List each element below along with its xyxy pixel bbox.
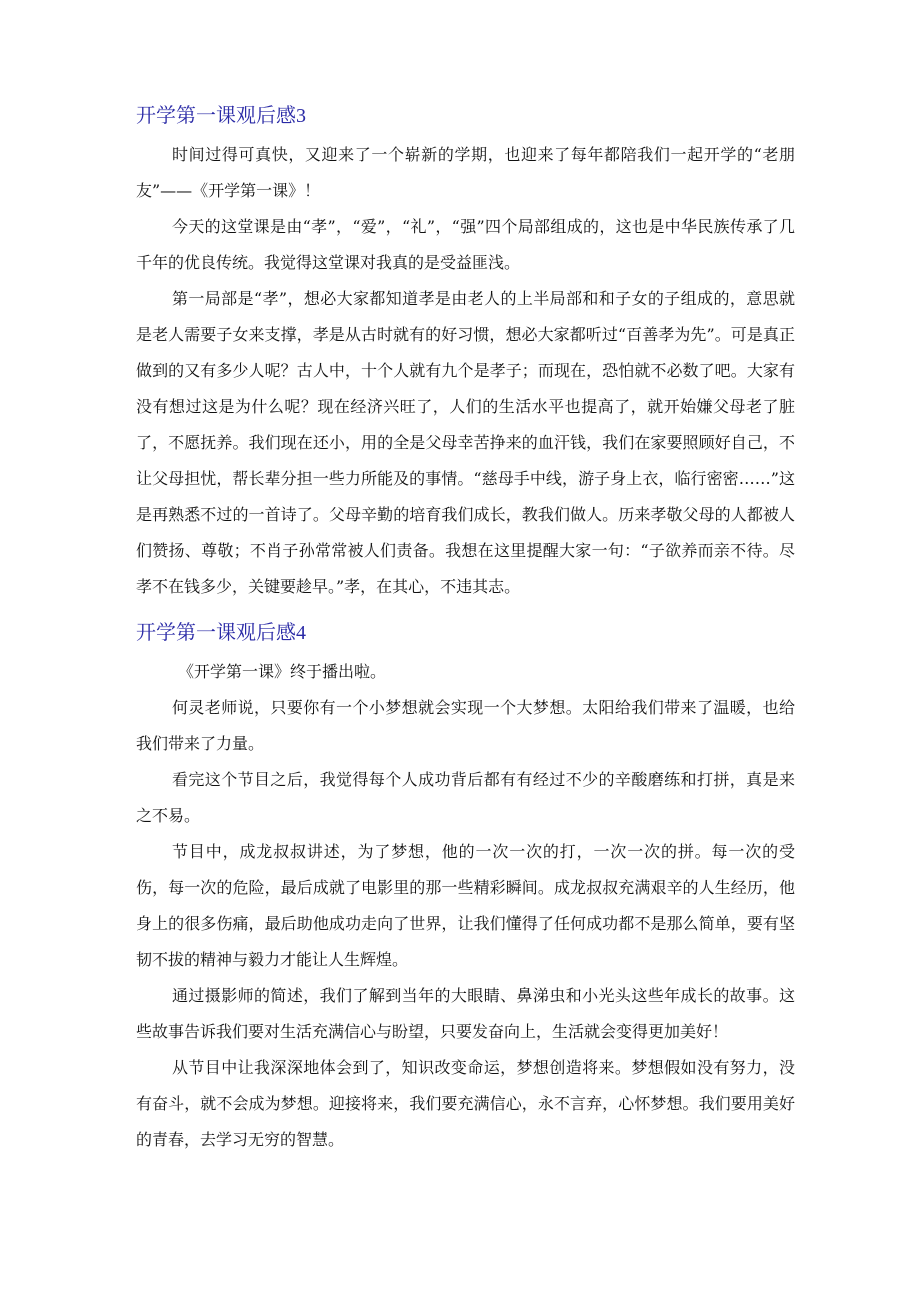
paragraph: 从节目中让我深深地体会到了，知识改变命运，梦想创造将来。梦想假如没有努力，没有奋斗，就不会成为梦想。迎接将来，我们要充满信心，永不言弃，心怀梦想。我们要用美好的青春，去学习无穷的智慧。 [136,1058,795,1149]
paragraph: 看完这个节目之后，我觉得每个人成功背后都有有经过不少的辛酸磨练和打拼，真是来之不易。 [136,770,795,825]
section-title-4: 开学第一课观后感4 [136,622,306,644]
paragraph: 时间过得可真快，又迎来了一个崭新的学期，也迎来了每年都陪我们一起开学的“老朋友”——《开学第一课》！ [136,145,795,200]
paragraph: 通过摄影师的简述，我们了解到当年的大眼睛、鼻涕虫和小光头这些年成长的故事。这些故事告诉我们要对生活充满信心与盼望，只要发奋向上，生活就会变得更加美好！ [136,986,795,1041]
paragraph: 今天的这堂课是由“孝”，“爱”，“礼”，“强”四个局部组成的，这也是中华民族传承了几千年的优良传统。我觉得这堂课对我真的是受益匪浅。 [136,217,795,272]
paragraph: 《开学第一课》终于播出啦。 [178,662,387,681]
paragraph: 何灵老师说，只要你有一个小梦想就会实现一个大梦想。太阳给我们带来了温暖，也给我们带来了力量。 [136,698,795,753]
section-title-3: 开学第一课观后感3 [136,105,306,127]
paragraph: 节目中，成龙叔叔讲述，为了梦想，他的一次一次的打，一次一次的拼。每一次的受伤，每一次的危险，最后成就了电影里的那一些精彩瞬间。成龙叔叔充满艰辛的人生经历，他身上的很多伤痛，最后助他成功走向了世界，让我们懂得了任何成功都不是那么简单，要有坚韧不拔的精神与毅力才能让人生辉煌。 [136,842,795,969]
paragraph: 第一局部是“孝”，想必大家都知道孝是由老人的上半局部和和子女的子组成的，意思就是老人需要子女来支撑，孝是从古时就有的好习惯，想必大家都听过“百善孝为先”。可是真正做到的又有多少人呢？古人中，十个人就有九个是孝子；而现在，恐怕就不必数了吧。大家有没有想过这是为什么呢？现在经济兴旺了，人们的生活水平也提高了，就开始嫌父母老了脏了，不愿抚养。我们现在还小，用的全是父母幸苦挣来的血汗钱，我们在家要照顾好自己，不让父母担忧，帮长辈分担一些力所能及的事情。“慈母手中线，游子身上衣，临行密密……”这是再熟悉不过的一首诗了。父母辛勤的培育我们成长，教我们做人。历来孝敬父母的人都被人们赞扬、尊敬；不肖子孙常常被人们责备。我想在这里提醒大家一句：“子欲养而亲不待。尽孝不在钱多少，关键要趁早。”孝，在其心，不违其志。 [136,289,795,596]
